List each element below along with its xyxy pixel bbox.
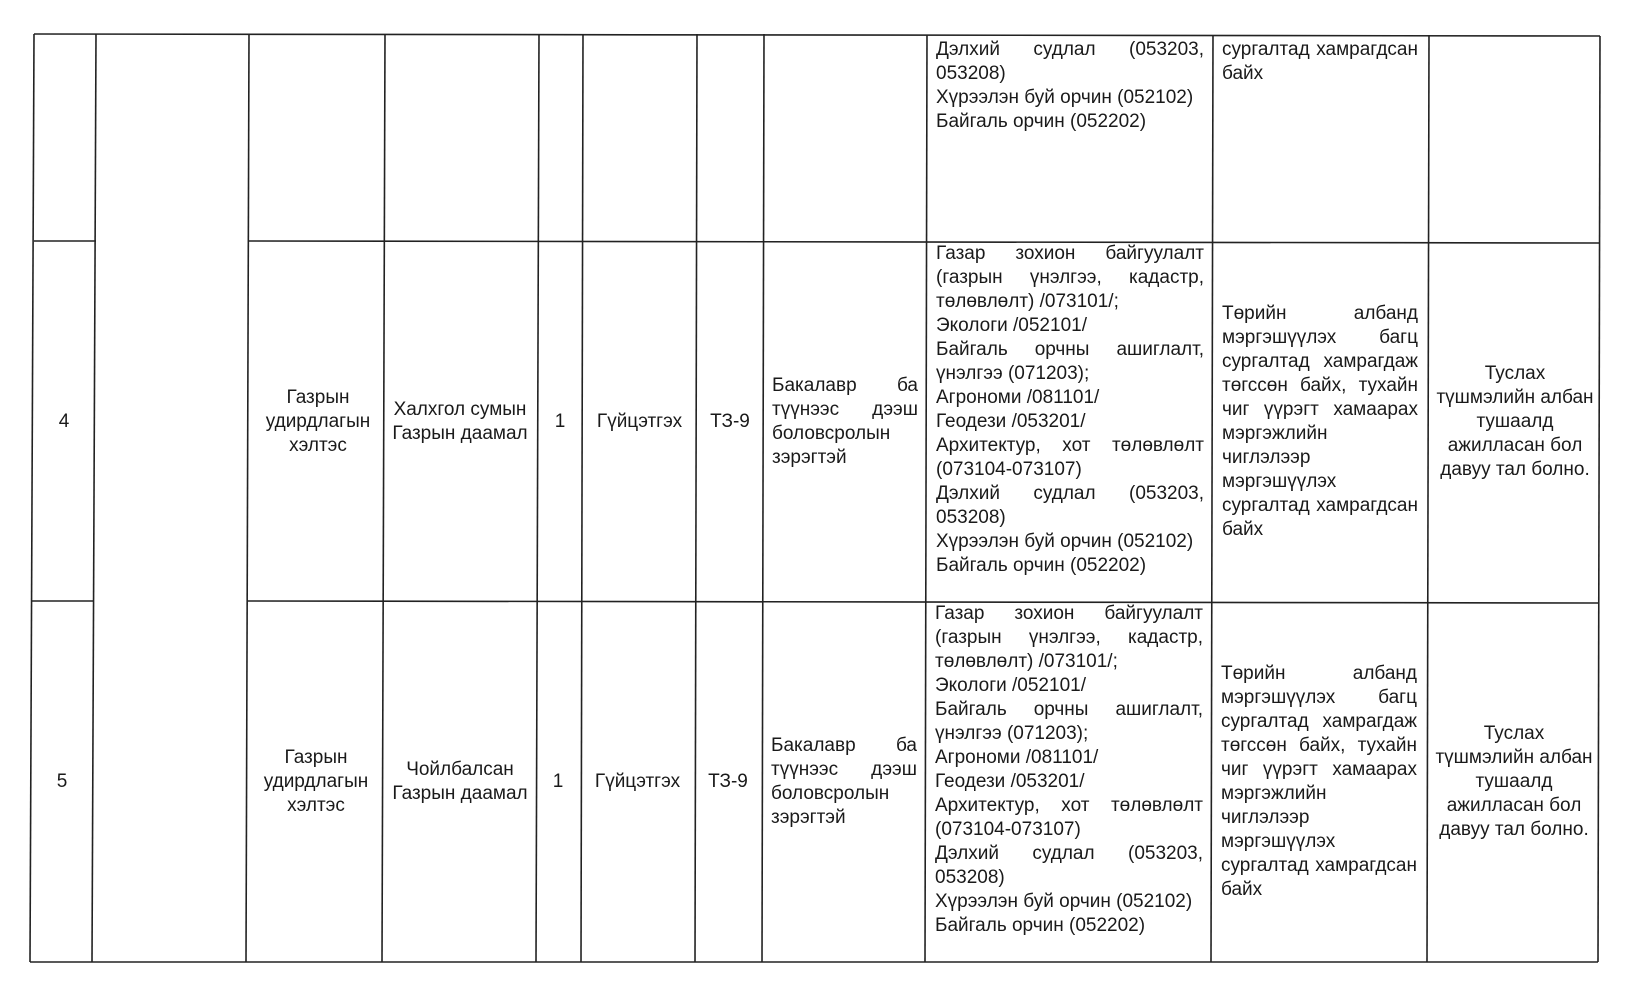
table-cell-position: Халхгол сумын Газрын даамал [392,398,528,444]
table-cell-category: Гүйцэтгэх [596,410,683,432]
profession-item: Дэлхий судлал (053203, 053208) [935,843,1203,888]
profession-item: Хүрээлэн буй орчин (052102) [936,531,1194,552]
table-cell-training [1221,602,1417,962]
profession-item: Экологи /052101/ [935,675,1086,696]
table-cell-education [771,602,917,962]
profession-item: Экологи /052101/ [936,315,1087,336]
profession-item: Геодези /053201/ [936,411,1086,432]
training-text: Төрийн албанд мэргэшүүлэх багц сургалтад хамрагдаж төгссөн байх, тухайн чиг үүрэгт хамаарах мэргэжлийн чиглэлээр мэргэшүүлэх сургалтад хамрагдсан байх [1222,302,1418,540]
table-cell-department: Газрын удирдлагын хэлтэс [265,386,371,456]
profession-item: Байгаль орчин (052202) [935,915,1146,936]
table-cell-number: 5 [56,771,68,792]
profession-item: Архитектур, хот төлөвлөлт (073104-073107) [935,795,1203,840]
table-cell-position: Чойлбалсан Газрын даамал [392,759,528,804]
table-cell-training: сургалтад хамрагдсан байх [1222,39,1418,84]
table-cell-profession [935,602,1203,938]
table-cell-count: 1 [554,410,566,432]
profession-item: Дэлхий судлал (053203, 053208) [936,483,1204,528]
profession-item: Байгаль орчин (052202) [936,555,1147,576]
table-cell-department: Газрын удирдлагын хэлтэс [263,747,369,816]
profession-item: Агрономи /081101/ [935,747,1099,768]
table-cell-experience: Туслах түшмэлийн албан тушаалд ажилласан бол давуу тал болно. [1435,723,1593,840]
profession-item: Байгаль орчны ашиглалт, үнэлгээ (071203); [935,699,1203,744]
profession-item: Геодези /053201/ [935,771,1085,792]
training-text: Төрийн албанд мэргэшүүлэх багц сургалтад хамрагдаж төгссөн байх, тухайн чиг үүрэгт хамаарах мэргэжлийн чиглэлээр мэргэшүүлэх сургалтад хамрагдсан байх [1221,663,1417,900]
education-text: Бакалавр ба түүнээс дээш боловсролын зэрэгтэй [771,735,917,828]
profession-item: Байгаль орчны ашиглалт, үнэлгээ (071203); [936,339,1204,384]
table-cell-profession [936,38,1204,134]
profession-item: Хүрээлэн буй орчин (052102) [936,87,1194,108]
profession-item: Агрономи /081101/ [936,387,1100,408]
table-cell-training [1222,242,1418,601]
table-cell-category: Гүйцэтгэх [594,771,681,792]
table-cell-number: 4 [58,410,70,432]
profession-item: Байгаль орчин (052202) [936,111,1147,132]
profession-item: Хүрээлэн буй орчин (052102) [935,891,1193,912]
profession-item: Газар зохион байгуулалт (газрын үнэлгээ, кадастр, төлөвлөлт) /073101/; [936,243,1204,312]
profession-item: Дэлхий судлал (053203, 053208) [936,39,1204,84]
table-cell-rank: ТЗ-9 [710,410,750,432]
table-cell-rank: ТЗ-9 [708,771,748,792]
profession-item: Архитектур, хот төлөвлөлт (073104-073107) [936,435,1204,480]
profession-item: Газар зохион байгуулалт (газрын үнэлгээ, кадастр, төлөвлөлт) /073101/; [935,603,1203,672]
table-cell-profession [936,242,1204,578]
education-text: Бакалавр ба түүнээс дээш боловсролын зэрэгтэй [772,374,918,468]
table-cell-count: 1 [552,771,564,792]
table-cell-experience: Туслах түшмэлийн албан тушаалд ажилласан бол давуу тал болно. [1436,362,1594,480]
table-cell-education [772,242,918,601]
